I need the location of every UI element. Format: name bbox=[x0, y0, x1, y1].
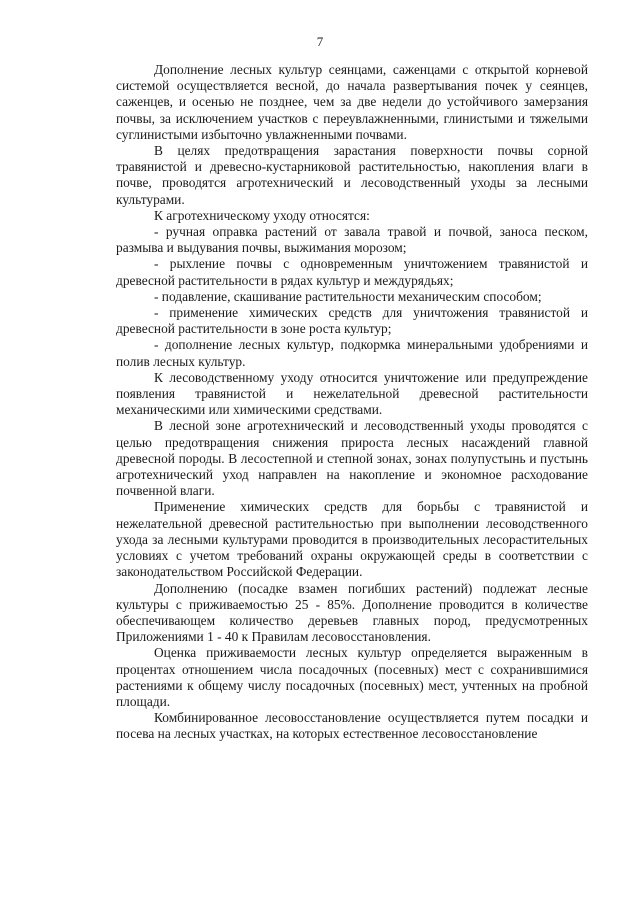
page-number: 7 bbox=[316, 34, 324, 49]
list-item-loosening: - рыхление почвы с одновременным уничтожением травянистой и древесной растительности в рядах культур и междурядьях; bbox=[116, 256, 588, 288]
paragraph-forest-zone-care: В лесной зоне агротехнический и лесоводственный уходы проводятся с целью предотвращения снижения прироста лесных насаждений главной древесной породы. В лесостепной и степной зонах, зонах полупустынь и пустынь агротехнический уход направлен на накопление и экономное расходование почвенной влаги. bbox=[116, 418, 588, 499]
paragraph-silvicultural-care: К лесоводственному уходу относится уничтожение или предупреждение появления травянистой и нежелательной древесной растительности механическими или химическими средствами. bbox=[116, 369, 588, 418]
paragraph-care-purpose: В целях предотвращения зарастания поверхности почвы сорной травянистой и древесно-кустарниковой растительностью, накопления влаги в почве, проводятся агротехнический и лесоводственный уходы за лесными культурами. bbox=[116, 143, 588, 207]
paragraph-agrotech-care-intro: К агротехническому уходу относятся: bbox=[154, 207, 370, 223]
paragraph-combined-reforestation: Комбинированное лесовосстановление осуществляется путем посадки и посева на лесных участках, на которых естественное лесовосстановление bbox=[116, 710, 588, 742]
list-item-chemicals: - применение химических средств для уничтожения травянистой и древесной растительности в зоне роста культур; bbox=[116, 305, 588, 337]
list-item-fertilizing: - дополнение лесных культур, подкормка минеральными удобрениями и полив лесных культур. bbox=[116, 337, 588, 369]
paragraph-chemical-use: Применение химических средств для борьбы с травянистой и нежелательной древесной растительностью при выполнении лесоводственного ухода за лесными культурами проводится в производительных лесорастительных условиях с учетом требований охраны окружающей среды в соответствии с законодательством Российской Федерации. bbox=[116, 499, 588, 580]
list-item-manual-care: - ручная оправка растений от завала травой и почвой, заноса песком, размыва и выдувания почвы, выжимания морозом; bbox=[116, 224, 588, 256]
document-body bbox=[116, 62, 588, 743]
paragraph-survival-assessment: Оценка приживаемости лесных культур определяется выраженным в процентах отношением числа посадочных (посевных) мест с сохранившимися растениями к общему числу посадочных (посевных) мест, учтенных на пробной площади. bbox=[116, 645, 588, 709]
paragraph-replanting: Дополнению (посадке взамен погибших растений) подлежат лесные культуры с приживаемостью 25 - 85%. Дополнение проводится в количестве обеспечивающем количество деревьев главных пород, предусмотренных Приложениями 1 - 40 к Правилам лесовосстановления. bbox=[116, 580, 588, 645]
paragraph-seedling-supplement: Дополнение лесных культур сеянцами, саженцами с открытой корневой системой осуществляется весной, до начала развертывания почек у сеянцев, саженцев, и осенью не позднее, чем за две недели до устойчивого замерзания почвы, за исключением участков с переувлажненными, глинистыми и тяжелыми суглинистыми избыточно увлажненными почвами. bbox=[116, 62, 588, 142]
list-item-mowing: - подавление, скашивание растительности механическим способом; bbox=[154, 288, 542, 304]
